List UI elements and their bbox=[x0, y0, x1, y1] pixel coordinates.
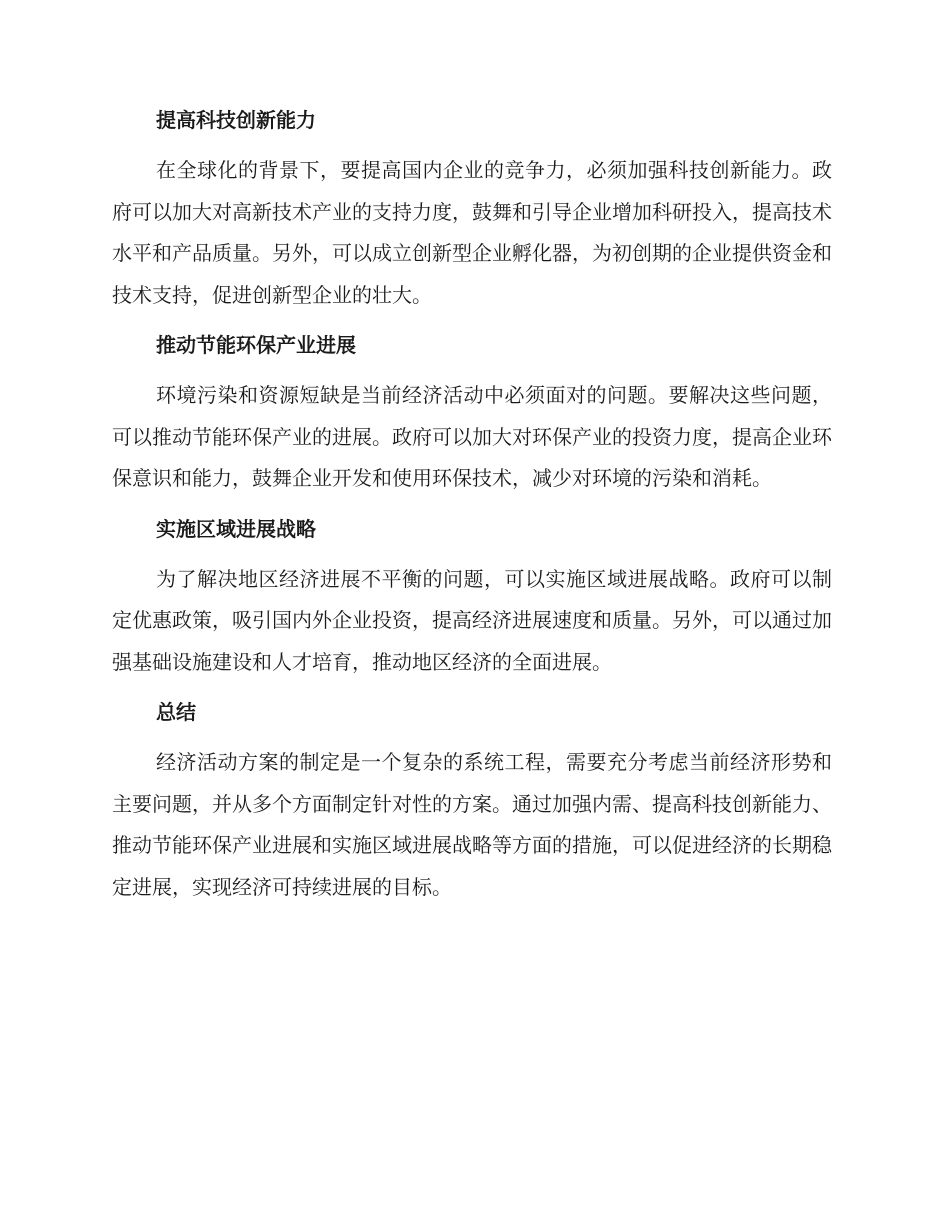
section-heading: 实施区域进展战略 bbox=[156, 516, 316, 541]
document-page bbox=[112, 106, 832, 923]
section-tech-innovation bbox=[112, 106, 832, 316]
section-summary bbox=[112, 698, 832, 908]
section-heading: 推动节能环保产业进展 bbox=[156, 333, 356, 357]
section-paragraph: 经济活动方案的制定是一个复杂的系统工程，需要充分考虑当前经济形势和主要问题，并从多个方面制定针对性的方案。通过加强内需、提高科技创新能力、推动节能环保产业进展和实施区域进展战略等方面的措施，可以促进经济的长期稳定进展，实现经济可持续进展的目标。 bbox=[112, 750, 832, 899]
section-heading: 提高科技创新能力 bbox=[156, 108, 316, 132]
section-paragraph: 环境污染和资源短缺是当前经济活动中必须面对的问题。要解决这些问题，可以推动节能环保产业的进展。政府可以加大对环保产业的投资力度，提高企业环保意识和能力，鼓舞企业开发和使用环保技术，减少对环境的污染和消耗。 bbox=[112, 383, 832, 490]
section-regional-strategy bbox=[112, 515, 832, 684]
section-heading: 总结 bbox=[156, 700, 196, 724]
section-paragraph: 在全球化的背景下，要提高国内企业的竞争力，必须加强科技创新能力。政府可以加大对高新技术产业的支持力度，鼓舞和引导企业增加科研投入，提高技术水平和产品质量。另外，可以成立创新型企业孵化器，为初创期的企业提供资金和技术支持，促进创新型企业的壮大。 bbox=[112, 158, 832, 307]
section-paragraph: 为了解决地区经济进展不平衡的问题，可以实施区域进展战略。政府可以制定优惠政策，吸引国内外企业投资，提高经济进展速度和质量。另外，可以通过加强基础设施建设和人才培育，推动地区经济的全面进展。 bbox=[112, 566, 832, 674]
section-green-industry bbox=[112, 331, 832, 500]
